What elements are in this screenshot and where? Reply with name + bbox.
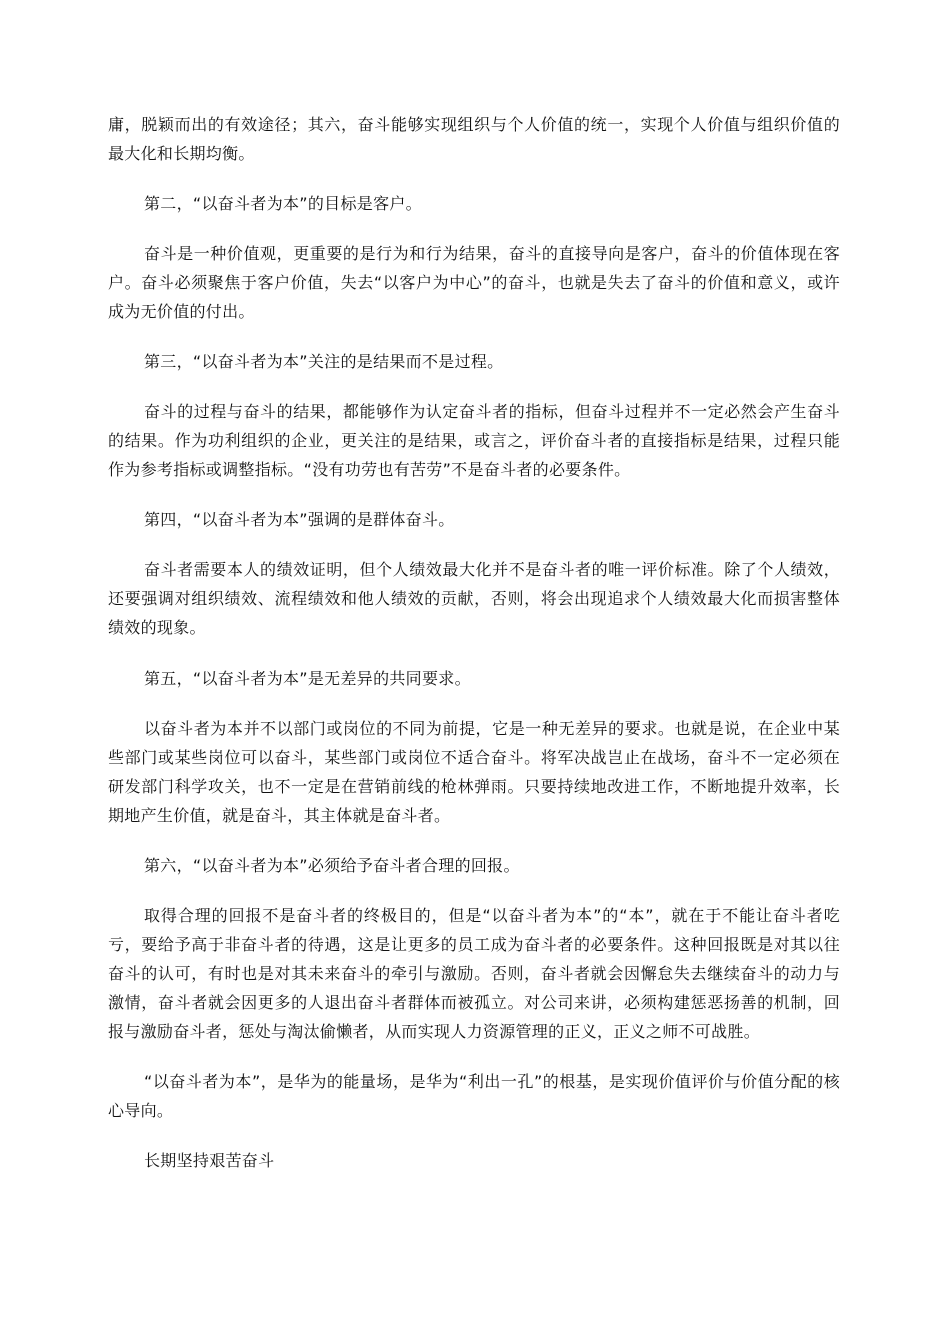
heading-fourth-point: 第四，“以奋斗者为本”强调的是群体奋斗。 bbox=[144, 510, 455, 529]
heading-second-point: 第二，“以奋斗者为本”的目标是客户。 bbox=[144, 194, 422, 213]
paragraph-reward: 取得合理的回报不是奋斗者的终极目的，但是“以奋斗者为本”的“本”，就在于不能让奋斗者吃亏，要给予高于非奋斗者的待遇，这是让更多的员工成为奋斗者的必要条件。这种回报既是对其以往奋斗的认可，有时也是对其未来奋斗的牵引与激励。否则，奋斗者就会因懈怠失去继续奋斗的动力与激情，奋斗者就会因更多的人退出奋斗者群体而被孤立。对公司来讲，必须构建惩恶扬善的机制，回报与激励奋斗者，惩处与淘汰偷懒者，从而实现人力资源管理的正义，正义之师不可战胜。 bbox=[108, 906, 840, 1041]
paragraph-summary: “以奋斗者为本”，是华为的能量场，是华为“利出一孔”的根基，是实现价值评价与价值分配的核心导向。 bbox=[108, 1072, 840, 1120]
paragraph-no-difference: 以奋斗者为本并不以部门或岗位的不同为前提，它是一种无差异的要求。也就是说，在企业中某些部门或某些岗位可以奋斗，某些部门或岗位不适合奋斗。将军决战岂止在战场，奋斗不一定必须在研发部门科学攻关，也不一定是在营销前线的枪林弹雨。只要持续地改进工作，不断地提升效率，长期地产生价值，就是奋斗，其主体就是奋斗者。 bbox=[108, 719, 840, 825]
paragraph-continuation: 庸，脱颖而出的有效途径；其六，奋斗能够实现组织与个人价值的统一，实现个人价值与组织价值的最大化和长期均衡。 bbox=[108, 115, 840, 163]
heading-sixth-point: 第六，“以奋斗者为本”必须给予奋斗者合理的回报。 bbox=[144, 856, 520, 875]
heading-fifth-point: 第五，“以奋斗者为本”是无差异的共同要求。 bbox=[144, 669, 471, 688]
paragraph-group: 奋斗者需要本人的绩效证明，但个人绩效最大化并不是奋斗者的唯一评价标准。除了个人绩效，还要强调对组织绩效、流程绩效和他人绩效的贡献，否则，将会出现追求个人绩效最大化而损害整体绩效的现象。 bbox=[108, 560, 840, 637]
heading-third-point: 第三，“以奋斗者为本”关注的是结果而不是过程。 bbox=[144, 352, 504, 371]
section-heading: 长期坚持艰苦奋斗 bbox=[144, 1151, 275, 1170]
paragraph-result: 奋斗的过程与奋斗的结果，都能够作为认定奋斗者的指标，但奋斗过程并不一定必然会产生奋斗的结果。作为功利组织的企业，更关注的是结果，或言之，评价奋斗者的直接指标是结果，过程只能作为参考指标或调整指标。“没有功劳也有苦劳”不是奋斗者的必要条件。 bbox=[108, 402, 840, 479]
paragraph-customer: 奋斗是一种价值观，更重要的是行为和行为结果，奋斗的直接导向是客户，奋斗的价值体现在客户。奋斗必须聚焦于客户价值，失去“以客户为中心”的奋斗，也就是失去了奋斗的价值和意义，或许成为无价值的付出。 bbox=[108, 244, 840, 321]
